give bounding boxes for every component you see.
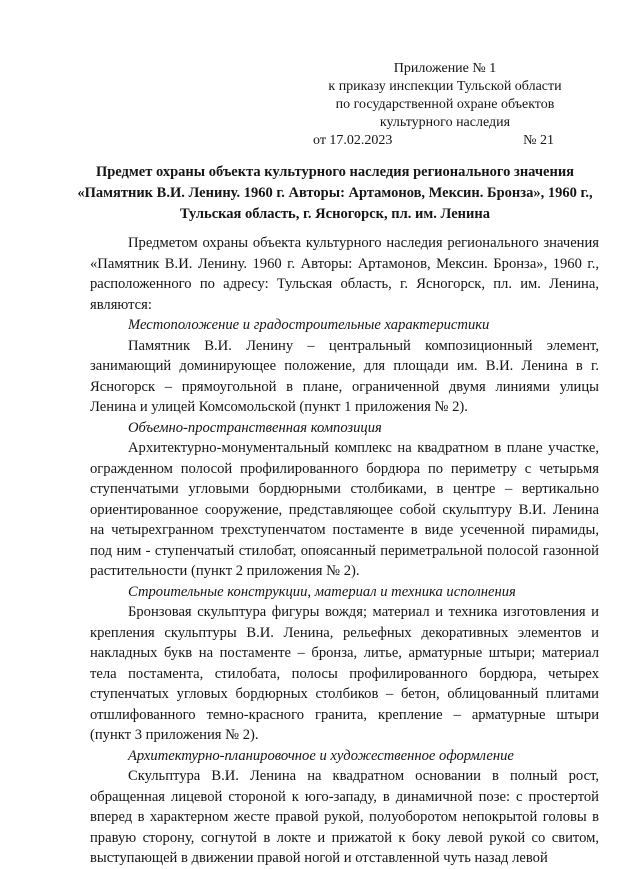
section-heading-materials: Строительные конструкции, материал и техника исполнения	[128, 583, 516, 600]
section-text-composition: Архитектурно-монументальный комплекс на квадратном в плане участке, огражденном полосой профилированного бордюра по периметру с четырьмя ступенчатыми угловыми бордюрными столбиками, в центре – вертикально ориентированное сооружение, представляющее собой скульптуру В.И. Ленина на четырехгранном трехступенчатом постаменте в виде усеченной пирамиды, под ним - ступенчатый стилобат, опоясанный периметральной полосой газонной растительности (пункт 2 приложения № 2).	[90, 440, 599, 579]
appendix-protection-line: по государственной охране объектов	[335, 97, 555, 112]
appendix-number: № 21	[523, 133, 554, 148]
appendix-date: от 17.02.2023	[313, 133, 393, 148]
section-heading-design: Архитектурно-планировочное и художественное оформление	[128, 747, 514, 764]
section-heading-location: Местоположение и градостроительные характеристики	[128, 317, 490, 333]
document-body	[90, 233, 599, 869]
document-title: Предмет охраны объекта культурного наследия регионального значения «Памятник В.И. Ленину. 1960 г. Авторы: Артамонов, Мексин. Бронза», 1960 г., Тульская область, г. Ясногорск, пл. им. Ленина	[77, 164, 593, 222]
appendix-title: Приложение № 1	[393, 61, 497, 76]
appendix-order-line: к приказу инспекции Тульской области	[328, 79, 562, 94]
section-text-design: Скульптура В.И. Ленина на квадратном основании в полный рост, обращенная лицевой стороной к юго-западу, в динамичной позе: с простертой вперед в характерном жесте правой рукой, полуоборотом непокрытой головы в правую сторону, согнутой в локте и прижатой к боку левой рукой со свитом, выступающей в движении правой ногой и отставленной чуть назад левой	[90, 768, 599, 866]
appendix-date-row	[300, 132, 590, 150]
appendix-header	[300, 60, 590, 150]
section-text-materials: Бронзовая скульптура фигуры вождя; материал и техника изготовления и крепления скульптуры В.И. Ленина, рельефных декоративных элементов и накладных букв на постаменте – бронза, литье, арматурные штыри; материал тела постамента, стилобата, полосы профилированного бордюра, четырех ступенчатых угловых бордюрных столбиков – бетон, облицованный плитами отшлифованного темно-красного гранита, крепление – арматурные штыри (пункт 3 приложения № 2).	[90, 604, 599, 743]
section-heading-composition: Объемно-пространственная композиция	[128, 419, 382, 436]
appendix-heritage-line: культурного наследия	[379, 115, 511, 130]
section-text-location: Памятник В.И. Ленину – центральный композиционный элемент, занимающий доминирующее положение, для площади им. В.И. Ленина в г. Ясногорск – прямоугольной в плане, ограниченной двумя линиями улицы Ленина и улицей Комсомольской (пункт 1 приложения № 2).	[90, 337, 599, 415]
intro-paragraph: Предметом охраны объекта культурного наследия регионального значения «Памятник В.И. Ленину. 1960 г. Авторы: Артамонов, Мексин. Бронза», 1960 г., расположенного по адресу: Тульская область, г. Ясногорск, пл. им. Ленина, являются:	[90, 235, 599, 313]
